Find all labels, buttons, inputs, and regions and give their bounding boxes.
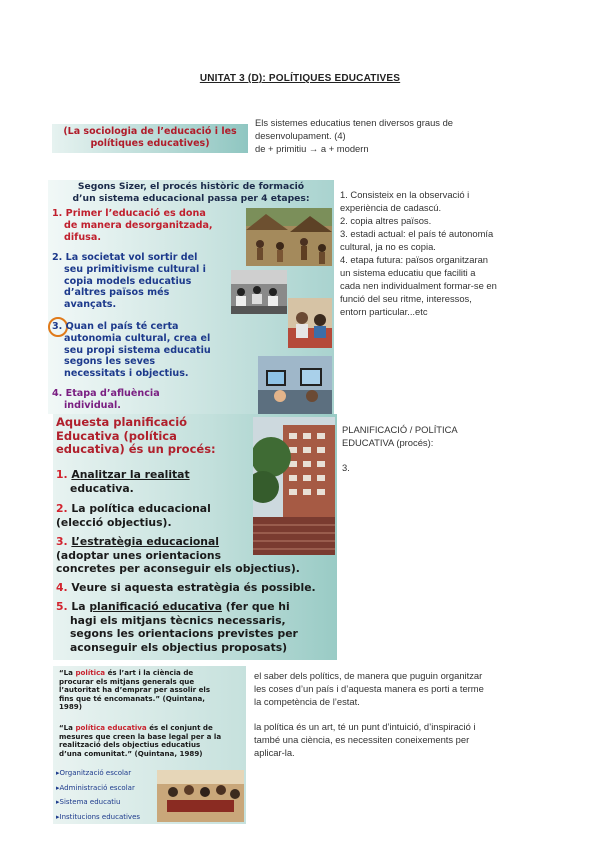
topic-list: ▸Organització escolar ▸Administració escolar ▸Sistema educatiu ▸Institucions educatives [56,769,141,821]
slide-heading: Segons Sizer, el procés històric de formació d’un sistema educacional passa per 4 etapes: [72,181,310,204]
process-step-2: 2. La política educacional (elecció objectius). [56,502,211,529]
slide-heading: Aquesta planificació Educativa (política educativa) és un procés: [56,415,216,456]
page-title: UNITAT 3 (D): POLÍTIQUES EDUCATIVES [199,73,401,84]
meeting-photo [157,770,244,822]
slide-title-line: polítiques educatives) [90,138,210,149]
politics-notes: el saber dels polítics, de manera que puguin organitzar les coses d’un país i d’aquesta manera es porti a terme la competència de l’estat. la política és un art, té un punt d’intuició, d’inspiració i també una ciència, es necessiten coneixements per aplicar-la. [254,670,484,758]
primitive-village-photo [246,208,332,266]
intro-line: desenvolupament. (4) [255,130,346,141]
classroom-bw-photo [231,270,287,314]
stages-notes: 1. Consisteix en la observació i experiència de cadascú. 2. copia altres països. 3. estadi actual: el país té autonomía cultural, ja no es copia. 4. etapa futura: països organitzaran un sistema educatiu que faciliti a cada nen individualment formar-se en funció del seu ritme, interessos, entorn particular...etc [340,189,497,317]
computer-class-photo [258,356,332,414]
slide-title-line: (La sociologia de l’educació i les [63,126,237,137]
intro-text [255,116,453,155]
slide-politics-definitions [53,666,246,824]
stage-2: 2. La societat vol sortir del seu primitivisme cultural i copia models educatius d’altres països més avançats. [52,252,206,311]
intro-line: Els sistemes educatius tenen diversos graus de [255,117,454,128]
modern-class-photo [288,298,332,348]
stage-1: 1. Primer l’educació es dona de manera desorganitzada, difusa. [52,208,213,243]
process-step-3: 3. L’estratègia educacional (adoptar unes orientacions concretes per aconseguir els objectius). [56,535,300,575]
intro-line: de + primitiu → a + modern [255,143,369,154]
stage-3: 3. Quan el país té certa autonomia cultural, crea el seu propi sistema educatiu segons les seves necessitats i objectius. [52,321,211,380]
quote-politics: “La política és l’art i la ciència de procurar els mitjans generals que l’autoritat ha d’emprar per assolir els fins que té encomanats.” (Quintana, 1989) [59,668,211,712]
stage-4: 4. Etapa d’afluència individual. [52,388,160,411]
process-step-1: 1. Analitzar la realitat educativa. [56,468,190,495]
slide-sociology-title [52,124,248,153]
process-step-5: 5. La planificació educativa (fer que hi hagi els mitjans tècnics necessaris, segons les orientacions previstes per aconseguir els objectius proposats) [56,600,298,654]
planning-notes: PLANIFICACIÓ / POLÍTICA EDUCATIVA (procés): 3. [342,424,458,473]
slide-planning-process [53,414,337,660]
process-step-4: 4. Veure si aquesta estratègia és possible. [56,581,316,594]
slide-sizer-stages [48,180,334,414]
quote-education-policy: “La política educativa és el conjunt de mesures que creen la base legal per a la realització dels objectius educatius d’una comunitat.” (Quintana, 1989) [59,723,222,758]
